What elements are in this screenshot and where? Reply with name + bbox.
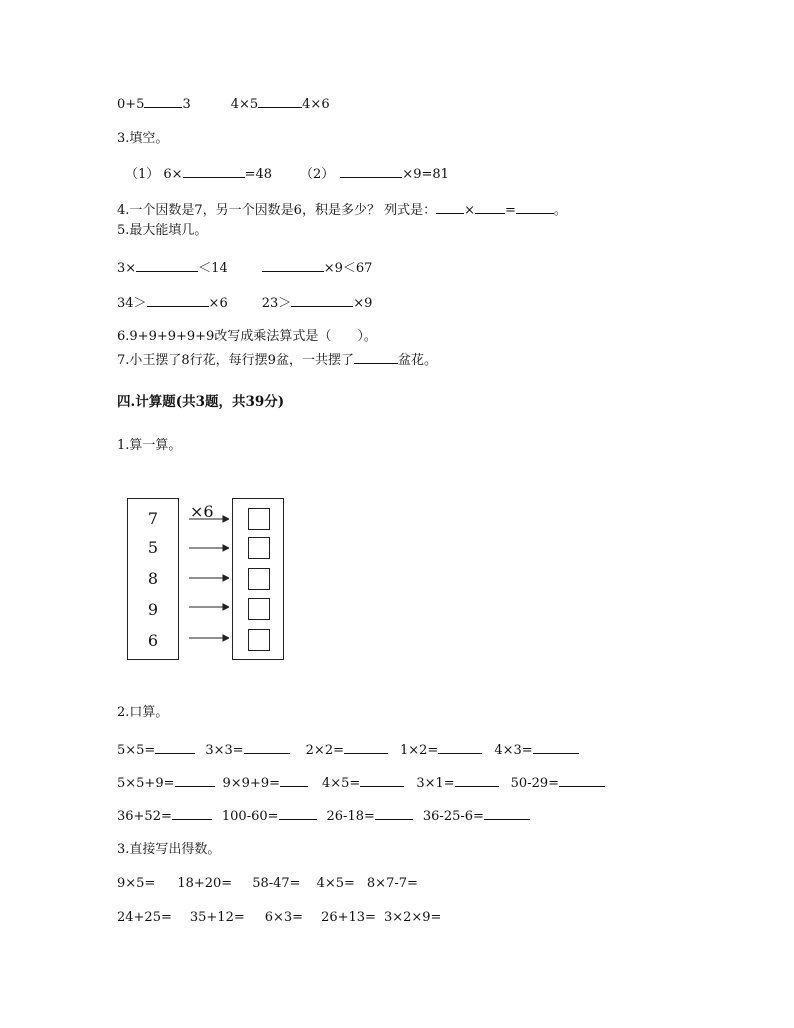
question-title: 3.直接写出得数。 <box>117 842 221 857</box>
question-title: 3.填空。 <box>117 131 169 146</box>
mental-math-row <box>117 740 579 760</box>
answer-square[interactable] <box>248 508 270 530</box>
math-item: 26+13= <box>321 910 376 925</box>
answer-blank[interactable] <box>559 773 605 787</box>
fill-line <box>125 164 449 184</box>
answer-blank[interactable] <box>291 293 353 307</box>
mental-math-row <box>117 773 605 793</box>
number-item: 9 <box>147 600 159 619</box>
question-4 <box>117 200 567 220</box>
answer-square[interactable] <box>248 598 270 620</box>
answer-square[interactable] <box>248 629 270 651</box>
answer-blank[interactable] <box>475 200 505 214</box>
expr: 0+5 <box>117 97 145 112</box>
math-item: 3×3= <box>205 743 244 758</box>
math-item: 100-60= <box>221 809 279 824</box>
math-item: 24+25= <box>117 910 172 925</box>
answer-blank[interactable] <box>155 740 195 754</box>
math-item: 50-29= <box>510 776 560 791</box>
times-sign: × <box>464 203 475 218</box>
arrow-icons <box>185 500 229 650</box>
answer-blank[interactable] <box>360 773 404 787</box>
expr: ＜14 <box>198 261 228 276</box>
math-item: 36-25-6= <box>422 809 484 824</box>
direct-answer-row <box>117 909 441 927</box>
answer-blank[interactable] <box>183 164 245 178</box>
answer-blank[interactable] <box>375 806 413 820</box>
math-item: 35+12= <box>189 910 245 925</box>
math-item: 3×1= <box>416 776 455 791</box>
math-item: 58-47= <box>252 876 301 891</box>
answer-blank[interactable] <box>533 740 579 754</box>
question-title: 5.最大能填几。 <box>117 223 208 238</box>
expr: 4×6 <box>302 97 330 112</box>
answer-square[interactable] <box>248 568 270 590</box>
answer-blank[interactable] <box>147 293 209 307</box>
question-text: 4.一个因数是7，另一个因数是6，积是多少？ 列式是： <box>117 203 437 218</box>
math-item: 18+20= <box>177 876 233 891</box>
expr: =48 <box>244 167 273 182</box>
answer-blank[interactable] <box>516 200 554 214</box>
answer-blank[interactable] <box>279 806 317 820</box>
expr: 3 <box>182 97 191 112</box>
section-heading: 四.计算题(共3题，共39分) <box>117 394 285 410</box>
number-column-box <box>127 498 179 660</box>
expr: 34＞ <box>117 296 147 311</box>
equals-sign: = <box>504 203 516 218</box>
number-item: 6 <box>147 631 159 650</box>
math-item: 4×5= <box>322 776 361 791</box>
answer-blank[interactable] <box>172 806 212 820</box>
math-item: 26-18= <box>326 809 375 824</box>
math-item: 3×2×9= <box>383 910 442 925</box>
math-item: 4×5= <box>316 876 355 891</box>
answer-blank[interactable] <box>280 773 308 787</box>
expr: （2） <box>300 167 335 182</box>
end-mark: 。 <box>553 203 567 218</box>
answer-blank[interactable] <box>354 350 398 364</box>
expr: ×9＜67 <box>323 261 373 276</box>
math-item: 4×3= <box>494 743 533 758</box>
answer-blank[interactable] <box>144 94 182 108</box>
answer-blank[interactable] <box>244 740 290 754</box>
number-item: 5 <box>147 538 159 557</box>
answer-square[interactable] <box>248 537 270 559</box>
expr: 4×5 <box>230 97 259 112</box>
expr: 3× <box>117 261 137 276</box>
compare-line <box>117 94 330 114</box>
direct-answer-row <box>117 875 418 893</box>
number-item: 8 <box>147 569 159 588</box>
fill-line <box>117 293 372 313</box>
expr: ×9 <box>353 296 373 311</box>
answer-blank[interactable] <box>340 164 402 178</box>
math-item: 36+52= <box>117 809 172 824</box>
expr: ×6 <box>208 296 228 311</box>
answer-blank[interactable] <box>258 94 302 108</box>
answer-blank[interactable] <box>455 773 499 787</box>
fill-line <box>117 258 372 278</box>
answer-blank[interactable] <box>344 740 388 754</box>
math-item: 9×9+9= <box>222 776 280 791</box>
answer-blank[interactable] <box>175 773 215 787</box>
question-7 <box>117 350 437 370</box>
question-text: 盆花。 <box>397 353 437 368</box>
question-text: 7.小王摆了8行花，每行摆9盆，一共摆了 <box>117 353 354 368</box>
math-item: 5×5= <box>117 743 156 758</box>
math-item: 1×2= <box>399 743 439 758</box>
answer-column-box <box>232 498 284 660</box>
math-item: 5×5+9= <box>117 776 175 791</box>
operation-label: ×6 <box>190 502 214 521</box>
expr: 23＞ <box>261 296 292 311</box>
answer-blank[interactable] <box>262 258 324 272</box>
expr: （1） 6× <box>125 167 183 182</box>
math-item: 8×7-7= <box>366 876 418 891</box>
math-item: 9×5= <box>117 876 156 891</box>
number-item: 7 <box>147 509 159 528</box>
question-title: 1.算一算。 <box>117 438 182 453</box>
answer-blank[interactable] <box>484 806 530 820</box>
answer-blank[interactable] <box>438 740 482 754</box>
question-title: 2.口算。 <box>117 705 169 720</box>
mental-math-row <box>117 806 530 826</box>
math-item: 6×3= <box>264 910 304 925</box>
question-6: 6.9+9+9+9+9改写成乘法算式是（ ）。 <box>117 329 377 344</box>
answer-blank[interactable] <box>136 258 198 272</box>
math-item: 2×2= <box>305 743 344 758</box>
answer-blank[interactable] <box>436 200 464 214</box>
expr: ×9=81 <box>402 167 449 182</box>
